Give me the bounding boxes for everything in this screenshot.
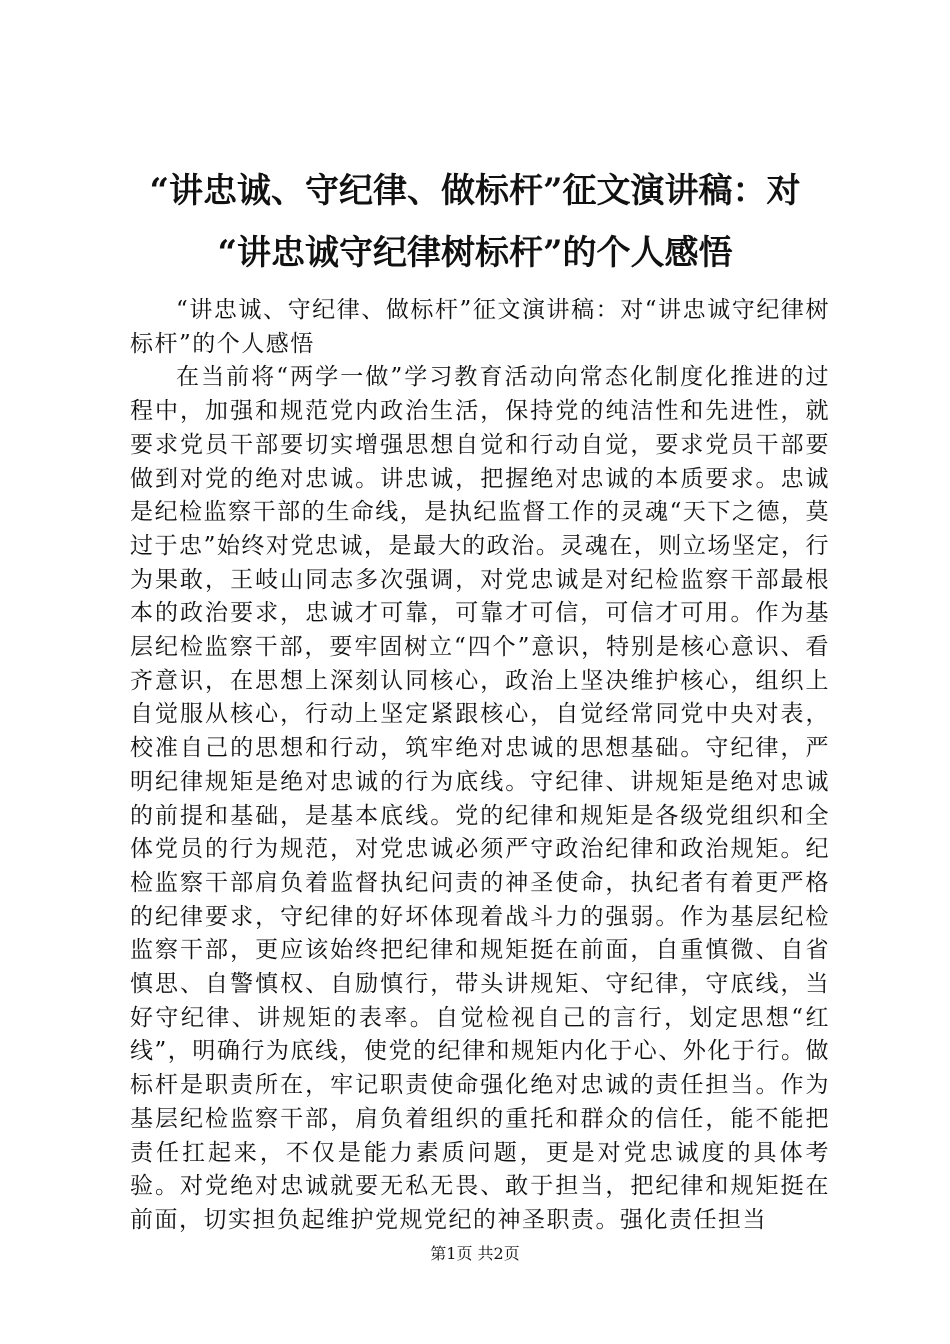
paragraph-repeated-title: “讲忠诚、守纪律、做标杆”征文演讲稿：对“讲忠诚守纪律树标杆”的个人感悟: [130, 297, 830, 357]
document-title: [100, 160, 850, 284]
paragraph-main: 在当前将“两学一做”学习教育活动向常态化制度化推进的过程中，加强和规范党内政治生活，保持党的纯洁性和先进性，就要求党员干部要切实增强思想自觉和行动自觉，要求党员干部要做到对党的绝对忠诚。讲忠诚，把握绝对忠诚的本质要求。忠诚是纪检监察干部的生命线，是执纪监督工作的灵魂“天下之德，莫过于忠”始终对党忠诚，是最大的政治。灵魂在，则立场坚定，行为果敢，王岐山同志多次强调，对党忠诚是对纪检监察干部最根本的政治要求，忠诚才可靠，可靠才可信，可信才可用。作为基层纪检监察干部，要牢固树立“四个”意识，特别是核心意识、看齐意识，在思想上深刻认同核心，政治上坚决维护核心，组织上自觉服从核心，行动上坚定紧跟核心，自觉经常同党中央对表，校准自己的思想和行动，筑牢绝对忠诚的思想基础。守纪律，严明纪律规矩是绝对忠诚的行为底线。守纪律、讲规矩是绝对忠诚的前提和基础，是基本底线。党的纪律和规矩是各级党组织和全体党员的行为规范，对党忠诚必须严守政治纪律和政治规矩。纪检监察干部肩负着监督执纪问责的神圣使命，执纪者有着更严格的纪律要求，守纪律的好坏体现着战斗力的强弱。作为基层纪检监察干部，更应该始终把纪律和规矩挺在前面，自重慎微、自省慎思、自警慎权、自励慎行，带头讲规矩、守纪律，守底线，当好守纪律、讲规矩的表率。自觉检视自己的言行，划定思想“红线”，明确行为底线，使党的纪律和规矩内化于心、外化于行。做标杆是职责所在，牢记职责使命强化绝对忠诚的责任担当。作为基层纪检监察干部，肩负着组织的重托和群众的信任，能不能把责任扛起来，不仅是能力素质问题，更是对党忠诚度的具体考验。对党绝对忠诚就要无私无畏、敢于担当，把纪律和规矩挺在前面，切实担负起维护党规党纪的神圣职责。强化责任担当: [130, 364, 830, 1233]
title-line-1: “讲忠诚、守纪律、做标杆”征文演讲稿：对: [149, 171, 801, 211]
document-body: [130, 294, 830, 1238]
page-footer: 第1页 共2页: [430, 1244, 520, 1263]
title-line-2: “讲忠诚守纪律树标杆”的个人感悟: [217, 233, 733, 273]
